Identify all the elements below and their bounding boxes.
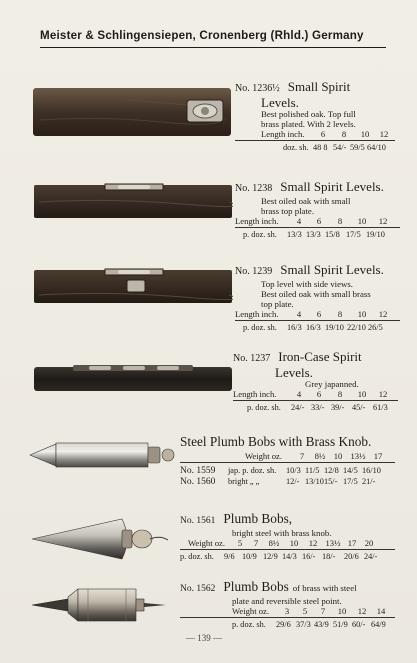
size-value: 4	[296, 216, 302, 226]
item-title: Small Spirit Levels.	[280, 179, 384, 194]
price-label: p. doz. sh.	[243, 323, 277, 332]
weight-row	[180, 451, 395, 463]
price-label: doz. sh.	[283, 143, 309, 152]
price-value: 16/-	[302, 552, 316, 561]
size-value: 8	[337, 389, 343, 399]
price-value: 60/-	[352, 620, 366, 629]
price-row	[180, 466, 395, 476]
weight-value: 12	[308, 538, 318, 548]
price-value: 10/3	[286, 466, 301, 475]
item-title: Steel Plumb Bobs with Brass Knob.	[180, 434, 372, 449]
size-value: 4	[296, 389, 302, 399]
size-value: 4	[296, 309, 302, 319]
size-label: Length inch.	[235, 216, 279, 226]
item-desc: brass top plate.	[261, 206, 315, 216]
weight-value: 17	[347, 538, 357, 548]
weight-row	[180, 606, 395, 618]
price-label: p. doz. sh.	[247, 403, 281, 412]
item-1239	[235, 261, 400, 332]
page-header: Meister & Schlingensiepen, Cronenberg (Rhld.) Germany	[40, 29, 364, 42]
size-value: 12	[378, 309, 388, 319]
item-1236	[235, 78, 395, 152]
price-row	[235, 143, 395, 152]
weight-value: 13½	[325, 538, 341, 548]
item-desc: Best oiled oak with small	[261, 196, 351, 206]
weight-value: 17	[373, 451, 383, 461]
item-number: No. 1561	[180, 516, 216, 526]
price-value: 12/-	[286, 477, 300, 486]
item-desc: Top level with side views.	[261, 279, 353, 289]
price-value: 24/-	[364, 552, 378, 561]
size-label: Length inch.	[235, 309, 279, 319]
weight-value: 7	[253, 538, 259, 548]
price-value: 10/9	[242, 552, 257, 561]
price-label: p. doz. sh.	[243, 230, 277, 239]
size-row	[235, 216, 400, 228]
page-number: — 139 —	[186, 633, 222, 643]
price-value: 51/9	[333, 620, 348, 629]
plumb-bob-image	[30, 583, 170, 632]
size-value: 10	[360, 129, 370, 139]
size-row	[235, 309, 400, 321]
price-label: p. doz. sh.	[232, 620, 266, 629]
price-row	[180, 477, 395, 487]
weight-row	[180, 538, 395, 550]
item-desc: bright steel with brass knob.	[232, 528, 332, 538]
price-value: 37/3	[296, 620, 311, 629]
item-1559-1560	[180, 433, 395, 487]
size-value: 12	[378, 216, 388, 226]
price-row	[235, 323, 400, 332]
price-value: 13/3	[306, 230, 321, 239]
price-value: 9/6	[224, 552, 235, 561]
price-value: 61/3	[373, 403, 388, 412]
size-value: 12	[379, 129, 389, 139]
price-label: jap. p. doz. sh.	[228, 466, 277, 475]
weight-label: Weight oz.	[188, 538, 226, 548]
price-value: 33/-	[311, 403, 325, 412]
price-value: 22/10	[347, 323, 366, 332]
weight-value: 7	[320, 606, 326, 616]
price-value: 14/3	[282, 552, 297, 561]
weight-label: Weight oz.	[232, 606, 270, 616]
weight-value: 5	[237, 538, 243, 548]
item-desc: Best oiled oak with small brass	[261, 289, 371, 299]
price-value: 11/5	[305, 466, 320, 475]
price-value: 17/5	[343, 477, 358, 486]
item-title-cont: Levels.	[275, 365, 313, 380]
item-number: No. 1239	[235, 266, 273, 277]
price-value: 64/10	[367, 143, 386, 152]
item-1238	[235, 178, 400, 239]
price-value: 20/6	[344, 552, 359, 561]
plumb-bob-image	[28, 437, 178, 478]
size-value: 8	[337, 309, 343, 319]
price-value: 45/-	[352, 403, 366, 412]
weight-value: 10	[289, 538, 299, 548]
size-value: 6	[320, 129, 326, 139]
price-row	[235, 230, 400, 239]
size-value: 8	[337, 216, 343, 226]
size-value: 10	[357, 309, 367, 319]
price-value: 43/9	[314, 620, 329, 629]
item-desc: top plate.	[261, 299, 294, 309]
item-number: No. 1560	[180, 477, 216, 487]
weight-value: 7	[299, 451, 305, 461]
price-value: 54/-	[333, 143, 347, 152]
weight-value: 8½	[268, 538, 280, 548]
item-desc: plate and reversible steel point.	[232, 596, 342, 606]
item-number: No. 1238	[235, 183, 273, 194]
item-title-note: of brass with steel	[292, 583, 357, 593]
price-value: 17/5	[346, 230, 361, 239]
price-value: 29/6	[276, 620, 291, 629]
weight-value: 12	[357, 606, 367, 616]
item-number: No. 1237	[233, 353, 271, 364]
price-row	[233, 403, 398, 412]
weight-value: 10	[337, 606, 347, 616]
weight-value: 5	[302, 606, 308, 616]
price-value: 48 8	[313, 143, 328, 152]
item-title: Small Spirit Levels.	[280, 262, 384, 277]
size-value: 12	[378, 389, 388, 399]
price-value: 13/3	[287, 230, 302, 239]
price-value: 13/10	[305, 477, 324, 486]
price-value: 39/-	[331, 403, 345, 412]
item-number: No. 1236½	[235, 83, 280, 94]
weight-value: 8½	[314, 451, 326, 461]
item-title: Iron-Case Spirit	[278, 349, 362, 364]
price-value: 16/10	[362, 466, 381, 475]
size-value: 6	[316, 216, 322, 226]
price-label: p. doz. sh.	[180, 552, 214, 561]
price-value: 15/-	[324, 477, 338, 486]
size-value: 10	[357, 216, 367, 226]
item-desc: Best polished oak. Top full	[261, 109, 356, 119]
size-value: 8	[341, 129, 347, 139]
price-value: 12/9	[263, 552, 278, 561]
iron-case-level-image	[33, 362, 233, 399]
item-number: No. 1559	[180, 466, 216, 476]
price-value: 16/3	[287, 323, 302, 332]
weight-label: Weight oz.	[245, 451, 283, 461]
plumb-bob-image	[30, 513, 170, 568]
price-value: 12/8	[324, 466, 339, 475]
item-1561	[180, 510, 395, 561]
item-title: Plumb Bobs,	[223, 511, 293, 526]
header-rule	[40, 47, 386, 48]
item-title-cont: Levels.	[261, 95, 299, 110]
price-row	[180, 620, 395, 629]
size-row	[235, 129, 395, 141]
size-value: 10	[357, 389, 367, 399]
weight-value: 20	[364, 538, 374, 548]
weight-value: 13½	[350, 451, 366, 461]
size-row	[233, 389, 398, 401]
weight-value: 3	[284, 606, 290, 616]
price-label: bright „ „	[228, 477, 260, 486]
price-value: 19/10	[366, 230, 385, 239]
spirit-level-image	[33, 182, 233, 225]
size-value: 6	[316, 389, 322, 399]
price-value: 21/-	[362, 477, 376, 486]
price-value: 26/5	[368, 323, 383, 332]
weight-value: 14	[376, 606, 386, 616]
size-label: Length inch.	[233, 389, 277, 399]
price-value: 64/9	[371, 620, 386, 629]
price-value: 14/5	[343, 466, 358, 475]
price-value: 24/-	[291, 403, 305, 412]
weight-value: 10	[333, 451, 343, 461]
size-label: Length inch.	[261, 129, 305, 139]
price-value: 16/3	[306, 323, 321, 332]
item-1562	[180, 578, 395, 629]
item-number: No. 1562	[180, 584, 216, 594]
price-value: 19/10	[325, 323, 344, 332]
price-value: 59/5	[350, 143, 365, 152]
price-value: 15/8	[325, 230, 340, 239]
item-desc: Grey japanned.	[305, 379, 359, 389]
price-value: 18/-	[322, 552, 336, 561]
price-row	[180, 552, 395, 561]
spirit-level-image	[32, 86, 232, 143]
item-desc: brass plated. With 2 levels.	[261, 119, 356, 129]
size-value: 6	[316, 309, 322, 319]
item-title: Small Spirit	[287, 79, 351, 94]
item-title: Plumb Bobs	[223, 579, 289, 594]
item-1237	[233, 348, 398, 412]
spirit-level-image	[33, 267, 233, 310]
